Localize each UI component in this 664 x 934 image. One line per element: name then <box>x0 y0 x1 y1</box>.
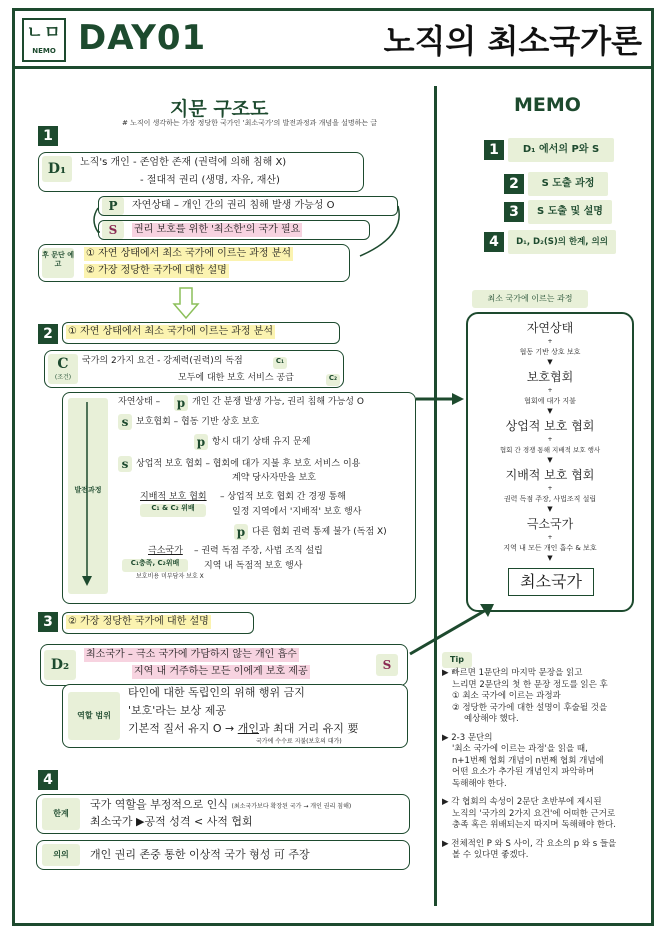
tip-3-line: ▶ 각 협회의 속성이 2문단 초반부에 제시된 <box>442 797 602 807</box>
section-2-badge: 2 <box>38 324 58 344</box>
section-1-badge: 1 <box>38 126 58 146</box>
flow-note-2: 협회에 대가 지불 <box>524 397 576 405</box>
flow-arrow-2-icon: ▼ <box>547 407 553 415</box>
structure-title: 지문 구조도 <box>170 98 269 120</box>
dev-row-standby: 항시 대기 상태 유지 문제 <box>212 437 311 447</box>
role-3c: 과 최대 거리 유지 要 <box>259 722 359 735</box>
preview-tag: 후 문단 예고 <box>42 248 74 278</box>
dev-row-natural: 자연상태 – <box>118 397 161 407</box>
dev-row-ultra-2: 지역 내 독점적 보호 행사 <box>204 561 303 571</box>
tip-1-line: ① 최소 국가에 이르는 과정과 <box>452 691 561 701</box>
development-arrow-icon <box>80 400 94 590</box>
section-3-heading: ② 가장 정당한 국가에 대한 설명 <box>68 616 209 627</box>
c2-tag: C₂ <box>326 374 340 386</box>
dev-row-dominant: 지배적 보호 협회 <box>140 492 207 502</box>
day-label: DAY01 <box>78 18 207 58</box>
tip-3-line: 충족 혹은 위배되는지 따지며 독해해야 한다. <box>452 820 617 830</box>
dev-row-commercial: 상업적 보호 협회 – 협회에 대가 지불 후 보호 서비스 이용 <box>136 459 361 469</box>
s-icon-1: s <box>118 414 132 430</box>
c1-tag: C₁ <box>273 357 287 369</box>
memo-title: MEMO <box>514 94 581 116</box>
ultra-condition-tag: C₁충족, C₂위배 <box>122 559 188 572</box>
p-icon-3: p <box>234 524 248 540</box>
dev-row-natural-desc: 개인 간 분쟁 발생 가능, 권리 침해 가능성 O <box>192 397 364 407</box>
page-title: 노직의 최소국가론 <box>383 22 642 60</box>
p-label: P <box>102 197 124 215</box>
role-3b: 개인 <box>237 722 260 735</box>
memo-3-badge: 3 <box>504 202 524 222</box>
tip-1-line: 예상해야 했다. <box>464 714 519 724</box>
s-text: 권리 보호를 위한 '최소한'의 국가 필요 <box>134 224 301 235</box>
flow-step-4: 지배적 보호 협회 <box>505 468 595 482</box>
role-note: 국가에 수수료 지불(보호의 대가) <box>256 738 342 745</box>
c-label <box>48 354 78 384</box>
tip-1-line: 느리면 2문단의 첫 한 문장 정도를 읽은 후 <box>452 679 608 690</box>
s-label: S <box>102 221 124 239</box>
tip-list <box>442 668 652 862</box>
p-text: 자연상태 – 개인 간의 권리 침해 발생 가능성 O <box>132 200 335 211</box>
tip-4-line: ▶ 전체적인 P 와 S 사이, 각 요소의 p 와 s 들을 <box>442 838 617 849</box>
process-flow <box>466 312 634 612</box>
section-4-badge: 4 <box>38 770 58 790</box>
memo-1-label: D₁ 에서의 P와 S <box>508 138 614 162</box>
role-tag: 역할 범위 <box>68 692 120 740</box>
tip-2-line: n+1번째 협회 개념이 n번째 협회 개념에 <box>452 755 604 766</box>
dev-row-dominant-2: 일정 지역에서 '지배적' 보호 행사 <box>232 507 362 517</box>
tip-3-line: 노직의 '국가의 2가지 요건'에 어떠한 근거로 <box>452 808 616 819</box>
flow-arrow-1-icon: ▼ <box>547 358 553 366</box>
flow-step-5: 극소국가 <box>526 517 574 531</box>
tip-label: Tip <box>442 652 472 668</box>
memo-4-label: D₁, D₂(S)의 한계, 의의 <box>508 230 616 254</box>
flow-plus-1: + <box>547 338 553 345</box>
flow-arrow-4-icon: ▼ <box>547 505 553 513</box>
nemo-logo <box>22 18 66 62</box>
c-sub: (조건) <box>54 374 72 381</box>
significance-text: 개인 권리 존중 통한 이상적 국가 형성 可 주장 <box>90 848 310 861</box>
d2-s-label: S <box>376 654 398 676</box>
preview-1: ① 자연 상태에서 최소 국가에 이르는 과정 분석 <box>86 248 292 259</box>
role-2: '보호'라는 보상 제공 <box>128 704 227 717</box>
memo-2-badge: 2 <box>504 174 524 194</box>
memo-1-badge: 1 <box>484 140 504 160</box>
flow-note-4: 권력 독점 주장, 사법조직 설립 <box>503 495 597 503</box>
tip-4 <box>442 839 652 862</box>
tip-3 <box>442 797 652 832</box>
role-3a: 기본적 질서 유지 O → <box>128 722 235 735</box>
preview-2: ② 가장 정당한 국가에 대한 설명 <box>86 265 227 276</box>
memo-4-badge: 4 <box>484 232 504 252</box>
tip-1-line: ▶ 빠르면 1문단의 마지막 문장을 읽고 <box>442 668 583 678</box>
memo-3-label: S 도출 및 설명 <box>528 200 612 224</box>
tip-2-line: 독해해야 한다. <box>452 778 507 789</box>
tip-2 <box>442 733 652 791</box>
flow-step-3: 상업적 보호 협회 <box>505 419 595 433</box>
logo-glyph: ㄴㅁ <box>26 23 62 43</box>
limit-tag: 한계 <box>42 798 80 830</box>
dominant-condition-tag: C₁ & C₂ 위배 <box>140 504 206 517</box>
dev-row-no-control: 다른 협회 권력 통제 불가 (독점 X) <box>252 527 387 537</box>
to-memo-arrow-icon <box>416 392 466 406</box>
flow-note-5: 지역 내 모든 개인 흡수 & 보호 <box>503 544 597 552</box>
tip-1-line: ② 정당한 국가에 대한 설명이 후술될 것을 <box>452 702 608 713</box>
structure-note: # 노직이 생각하는 가장 정당한 국가인 '최소국가'의 발전과정과 개념을 설명하는 글 <box>122 119 378 127</box>
flow-note-3: 협회 간 경쟁 통해 지배적 보호 행사 <box>499 446 601 454</box>
section-3-badge: 3 <box>38 612 58 632</box>
tip-4-line: 볼 수 있다면 좋겠다. <box>452 850 529 860</box>
flow-plus-4: + <box>547 485 553 492</box>
column-divider <box>434 86 437 906</box>
limit-2: 최소국가 ▶공적 성격 < 사적 협회 <box>90 815 253 828</box>
dev-row-ultra: 극소국가 <box>148 546 183 556</box>
p-icon-2: p <box>194 434 208 450</box>
dev-row-commercial-2: 계약 당사자만을 보호 <box>232 473 316 483</box>
flow-arrow-3-icon: ▼ <box>547 456 553 464</box>
flow-arrow-5-icon: ▼ <box>547 554 553 562</box>
header-divider <box>12 66 654 69</box>
d1-label: D₁ <box>42 156 72 182</box>
flow-step-1: 자연상태 <box>526 321 574 335</box>
flow-plus-3: + <box>547 436 553 443</box>
significance-tag: 의의 <box>42 844 80 866</box>
ultra-note: 보호비용 미부담자 보호 X <box>136 573 204 580</box>
c-line-1: 국가의 2가지 요건 - 강제력(권력)의 독점 <box>82 356 243 366</box>
section-2-heading: ① 자연 상태에서 최소 국가에 이르는 과정 분석 <box>68 326 274 337</box>
flow-note-1: 협동 기반 상호 보호 <box>519 348 581 356</box>
d2-label: D₂ <box>44 650 76 680</box>
development-tag: 발전과정 <box>68 398 108 594</box>
tip-2-line: '최소 국가에 이르는 과정'을 읽을 때, <box>452 744 588 754</box>
tip-1 <box>442 668 652 726</box>
role-1: 타인에 대한 독립인의 위해 행위 금지 <box>128 686 305 699</box>
p-icon-1: p <box>174 395 188 411</box>
s-icon-2: s <box>118 456 132 472</box>
dev-row-protect: 보호협회 – 협동 기반 상호 보호 <box>136 417 260 427</box>
dev-row-dominant-desc: – 상업적 보호 협회 간 경쟁 통해 <box>220 492 346 502</box>
down-arrow-icon <box>172 286 200 320</box>
limit-1-small: (최소국가보다 확장된 국가 → 개인 권리 침해) <box>231 803 352 810</box>
flow-step-2: 보호협회 <box>526 370 574 384</box>
tip-2-line: 어떤 요소가 추가된 개념인지 파악하며 <box>452 767 595 777</box>
d2-line-2: 지역 내 거주하는 모든 이에게 보호 제공 <box>134 666 308 677</box>
dev-row-ultra-desc: – 권력 독점 주장, 사법 조직 설립 <box>194 546 323 556</box>
flow-final: 최소국가 <box>508 568 594 596</box>
tip-2-line: ▶ 2-3 문단의 <box>442 732 493 743</box>
d1-line-1: 노직's 개인 - 존엄한 존재 (권력에 의해 침해 X) <box>80 157 287 168</box>
limit-1-text: 국가 역할을 부정적으로 인식 <box>90 798 229 811</box>
flow-plus-2: + <box>547 387 553 394</box>
d2-line-1: 최소국가 – 극소 국가에 가담하지 않는 개인 흡수 <box>86 649 297 660</box>
limit-1 <box>90 797 351 813</box>
flow-title: 최소 국가에 이르는 과정 <box>472 290 588 308</box>
logo-sub: NEMO <box>32 47 56 55</box>
c-letter: C <box>57 356 69 372</box>
role-3 <box>128 721 358 737</box>
memo-2-label: S 도출 과정 <box>528 172 608 196</box>
d1-line-2: - 절대적 권리 (생명, 자유, 재산) <box>140 175 280 186</box>
flow-plus-5: + <box>547 534 553 541</box>
c-line-2: 모두에 대한 보호 서비스 공급 <box>178 373 294 383</box>
